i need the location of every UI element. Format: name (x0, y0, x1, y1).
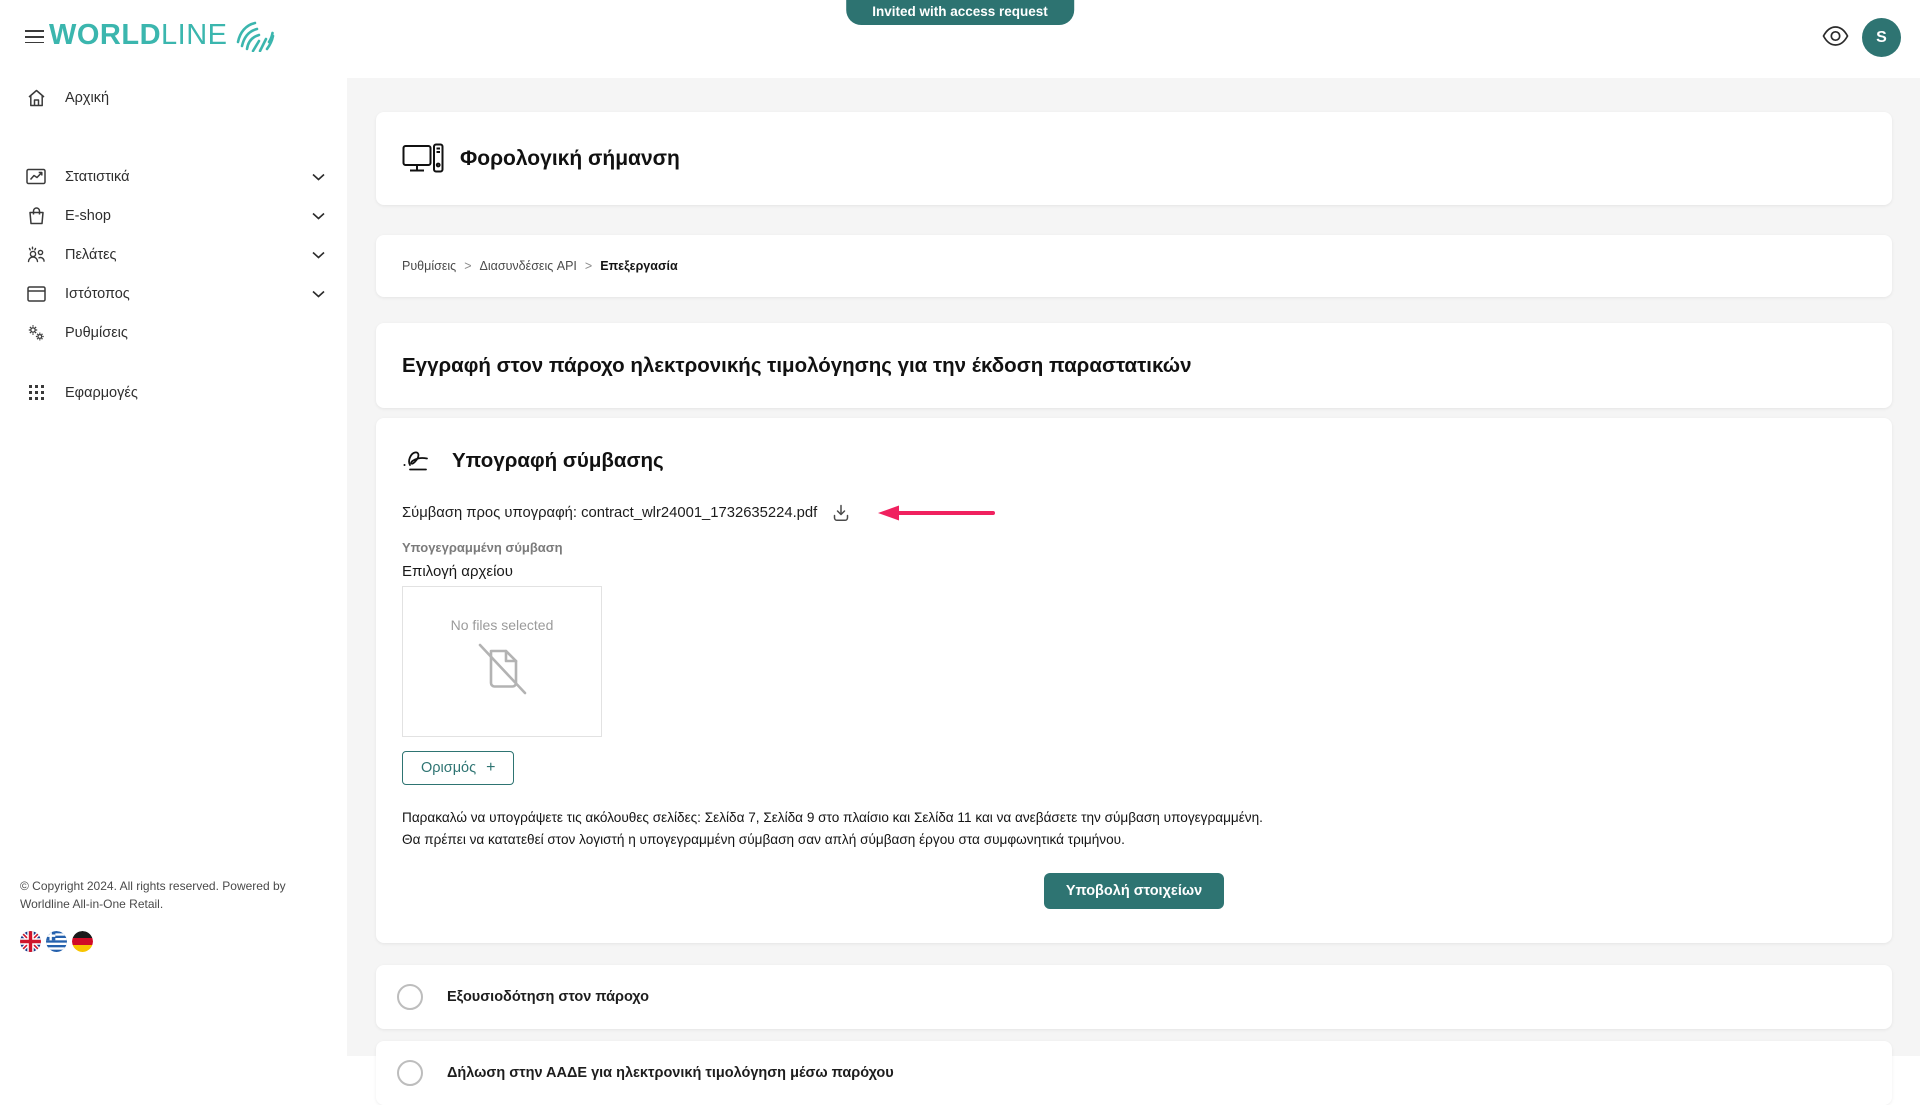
breadcrumb-api-connections[interactable]: Διασυνδέσεις API (479, 259, 577, 273)
breadcrumb-settings[interactable]: Ρυθμίσεις (402, 259, 457, 273)
sidebar-item-label: Ρυθμίσεις (65, 324, 128, 341)
flag-greece-icon[interactable] (46, 931, 67, 952)
breadcrumb (402, 259, 678, 273)
sidebar (0, 78, 347, 1056)
step-aade-declaration[interactable] (376, 1041, 1892, 1105)
sidebar-item-home[interactable] (0, 78, 347, 117)
instructions-line-2: Θα πρέπει να κατατεθεί στον λογιστή η υπογεγραμμένη σύμβαση σαν απλή σύμβαση έργου στα συμφωνητικά τριμήνου. (402, 832, 1125, 848)
breadcrumb-separator: > (584, 259, 593, 273)
annotation-arrow-left-icon (875, 504, 997, 522)
breadcrumb-current: Επεξεργασία (600, 259, 678, 273)
set-file-button[interactable] (402, 751, 514, 785)
statistics-icon (25, 168, 47, 185)
language-switcher (20, 931, 310, 952)
section-title: Εγγραφή στον πάροχο ηλεκτρονικής τιμολόγησης για την έκδοση παραστατικών (402, 353, 1192, 377)
step-provider-authorization[interactable] (376, 965, 1892, 1029)
website-icon (25, 286, 47, 302)
settings-gears-icon (25, 324, 47, 342)
home-icon (25, 89, 47, 107)
sidebar-item-settings[interactable] (0, 313, 347, 352)
desktop-computer-icon (402, 143, 444, 175)
hamburger-menu-icon[interactable] (25, 26, 44, 47)
section-title-card (376, 323, 1892, 408)
step-label: Δήλωση στην ΑΑΔΕ για ηλεκτρονική τιμολόγηση μέσω παρόχου (447, 1065, 894, 1082)
chevron-down-icon[interactable] (312, 251, 325, 259)
no-files-text: No files selected (450, 617, 554, 633)
file-select-label: Επιλογή αρχείου (402, 563, 513, 580)
sidebar-item-customers[interactable] (0, 235, 347, 274)
worldline-wave-icon (236, 18, 276, 52)
main-content (347, 78, 1920, 1082)
signature-icon (402, 448, 436, 474)
chevron-down-icon[interactable] (312, 212, 325, 220)
page-title: Φορολογική σήμανση (460, 146, 680, 170)
sidebar-item-label: E-shop (65, 207, 111, 224)
sidebar-item-label: Ιστότοπος (65, 285, 130, 302)
no-file-icon (470, 639, 534, 699)
sidebar-item-website[interactable] (0, 274, 347, 313)
visibility-eye-icon[interactable] (1822, 26, 1849, 46)
signing-instructions (402, 807, 1866, 851)
breadcrumb-card (376, 235, 1892, 297)
sidebar-item-apps[interactable] (0, 373, 347, 412)
sidebar-item-label: Εφαρμογές (65, 384, 138, 401)
worldline-logo[interactable] (49, 18, 276, 52)
flag-uk-icon[interactable] (20, 931, 41, 952)
access-request-badge: Invited with access request (846, 0, 1074, 25)
chevron-down-icon[interactable] (312, 290, 325, 298)
sidebar-footer (20, 877, 310, 952)
plus-icon: + (486, 759, 496, 776)
apps-grid-icon (25, 385, 47, 400)
signed-contract-label: Υπογεγραμμένη σύμβαση (402, 540, 563, 555)
submit-button[interactable]: Υποβολή στοιχείων (1044, 873, 1224, 909)
sidebar-item-statistics[interactable] (0, 157, 347, 196)
copyright-text: © Copyright 2024. All rights reserved. Powered by Worldline All-in-One Retail. (20, 878, 286, 912)
shopping-bag-icon (25, 207, 47, 225)
sidebar-item-eshop[interactable] (0, 196, 347, 235)
sidebar-item-label: Στατιστικά (65, 168, 130, 185)
chevron-down-icon[interactable] (312, 173, 325, 181)
step-label: Εξουσιοδότηση στον πάροχο (447, 989, 649, 1006)
contract-filename-text: Σύμβαση προς υπογραφή: contract_wlr24001_1732635224.pdf (402, 505, 818, 521)
contract-card-title: Υπογραφή σύμβασης (452, 449, 664, 472)
contract-signing-card (376, 418, 1892, 943)
worldline-logo-text: WORLDLINE (49, 18, 228, 51)
radio-unchecked-icon[interactable] (397, 1060, 423, 1086)
flag-germany-icon[interactable] (72, 931, 93, 952)
user-avatar[interactable]: S (1862, 18, 1901, 57)
sidebar-item-label: Αρχική (65, 89, 110, 106)
download-icon[interactable] (831, 503, 851, 523)
radio-unchecked-icon[interactable] (397, 984, 423, 1010)
customers-icon (25, 246, 47, 263)
instructions-line-1: Παρακαλώ να υπογράψετε τις ακόλουθες σελίδες: Σελίδα 7, Σελίδα 9 στο πλαίσιο και Σελίδα 11 και να ανεβάσετε την σύμβαση υπογεγραμμένη. (402, 810, 1263, 825)
sidebar-item-label: Πελάτες (65, 246, 117, 263)
file-dropzone[interactable] (402, 586, 602, 737)
set-file-button-label: Ορισμός (421, 760, 477, 776)
page-title-card (376, 112, 1892, 205)
breadcrumb-separator: > (464, 259, 472, 273)
